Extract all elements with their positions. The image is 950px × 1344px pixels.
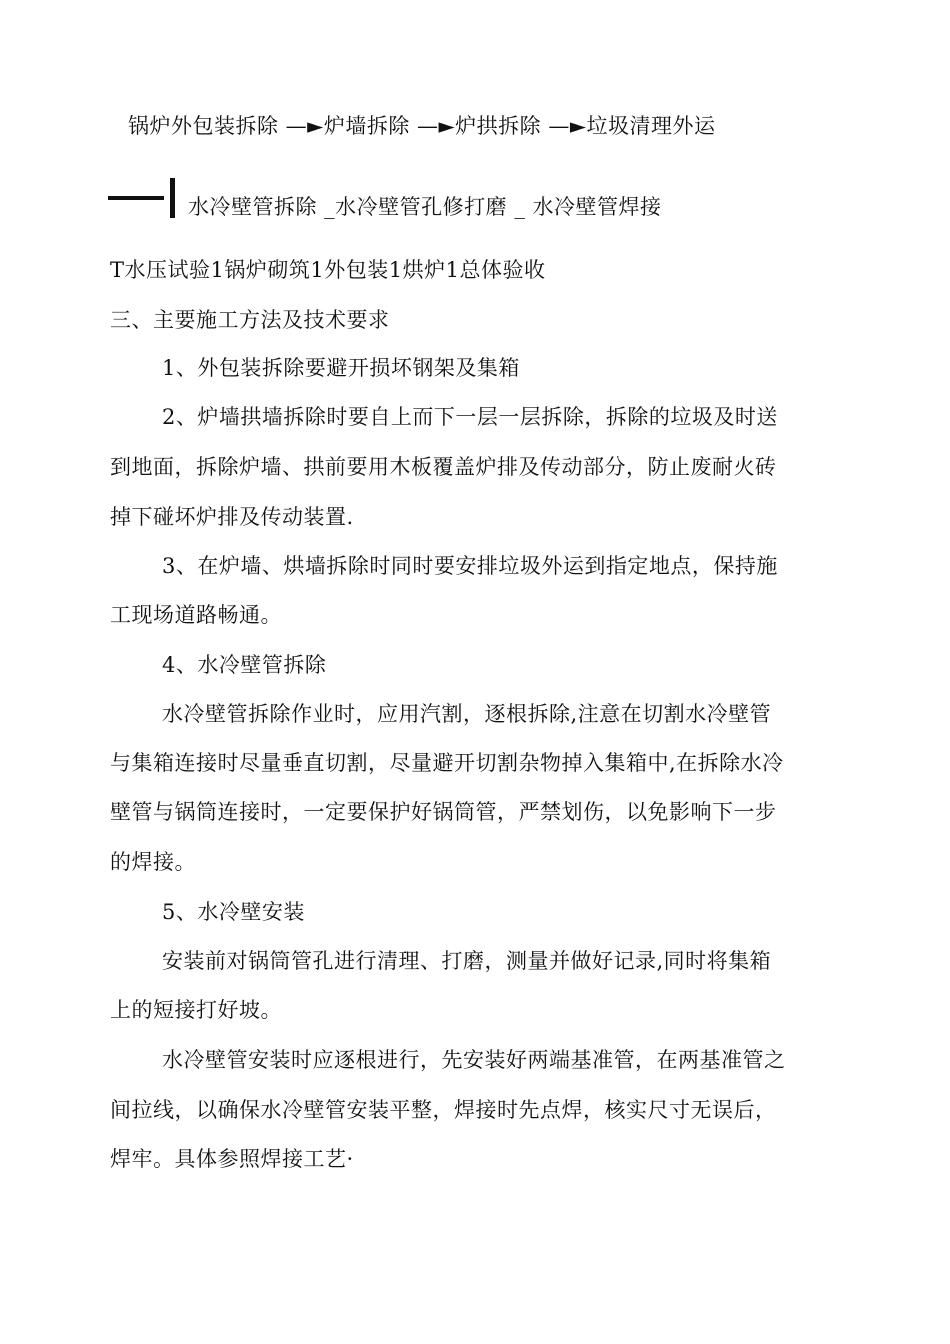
- flow-connector-horizontal: [108, 196, 164, 200]
- item-5-para-2-line-3: 焊牢。具体参照焊接工艺·: [110, 1147, 354, 1171]
- item-4-para-line-4: 的焊接。: [110, 850, 196, 874]
- item-2-line-3: 掉下碰坏炉排及传动装置.: [110, 505, 354, 529]
- item-5-para-1-line-1: 安装前对锅筒管孔进行清理、打磨，测量并做好记录,同时将集箱: [162, 949, 772, 973]
- item-5-para-2-line-1: 水冷壁管安装时应逐根进行，先安装好两端基准管，在两基准管之: [162, 1048, 786, 1072]
- item-3-line-1: 3、在炉墙、烘墙拆除时同时要安排垃圾外运到指定地点，保持施: [162, 554, 778, 578]
- section-heading: 三、主要施工方法及技术要求: [110, 308, 390, 332]
- item-3-line-2: 工现场道路畅通。: [110, 603, 282, 627]
- item-5-para-2-line-2: 间拉线，以确保水冷壁管安装平整，焊接时先点焊，核实尺寸无误后，: [110, 1098, 777, 1122]
- item-4-heading: 4、水冷壁管拆除: [162, 653, 327, 677]
- item-4-para-line-3: 壁管与锅筒连接时，一定要保护好锅筒管，严禁划伤，以免影响下一步: [110, 800, 777, 824]
- item-1: 1、外包装拆除要避开损坏钢架及集箱: [162, 356, 520, 380]
- item-5-para-1-line-2: 上的短接打好坡。: [110, 998, 282, 1022]
- flow-connector-vertical: [170, 178, 175, 218]
- flow-line-2: 水冷壁管拆除 _水冷壁管孔修打磨 _ 水冷壁管焊接: [188, 195, 662, 219]
- item-4-para-line-1: 水冷壁管拆除作业时，应用汽割，逐根拆除,注意在切割水冷壁管: [162, 702, 772, 726]
- flow-line-1: 锅炉外包装拆除 —►炉墙拆除 —►炉拱拆除 —►垃圾清理外运: [128, 114, 716, 138]
- item-2-line-1: 2、炉墙拱墙拆除时要自上而下一层一层拆除，拆除的垃圾及时送: [162, 405, 778, 429]
- item-4-para-line-2: 与集箱连接时尽量垂直切割，尽量避开切割杂物掉入集箱中,在拆除水冷: [110, 751, 784, 775]
- item-2-line-2: 到地面，拆除炉墙、拱前要用木板覆盖炉排及传动部分，防止废耐火砖: [110, 455, 777, 479]
- item-5-heading: 5、水冷壁安装: [162, 900, 305, 924]
- flow-line-3: T水压试验1锅炉砌筑1外包装1烘炉1总体验收: [110, 258, 546, 282]
